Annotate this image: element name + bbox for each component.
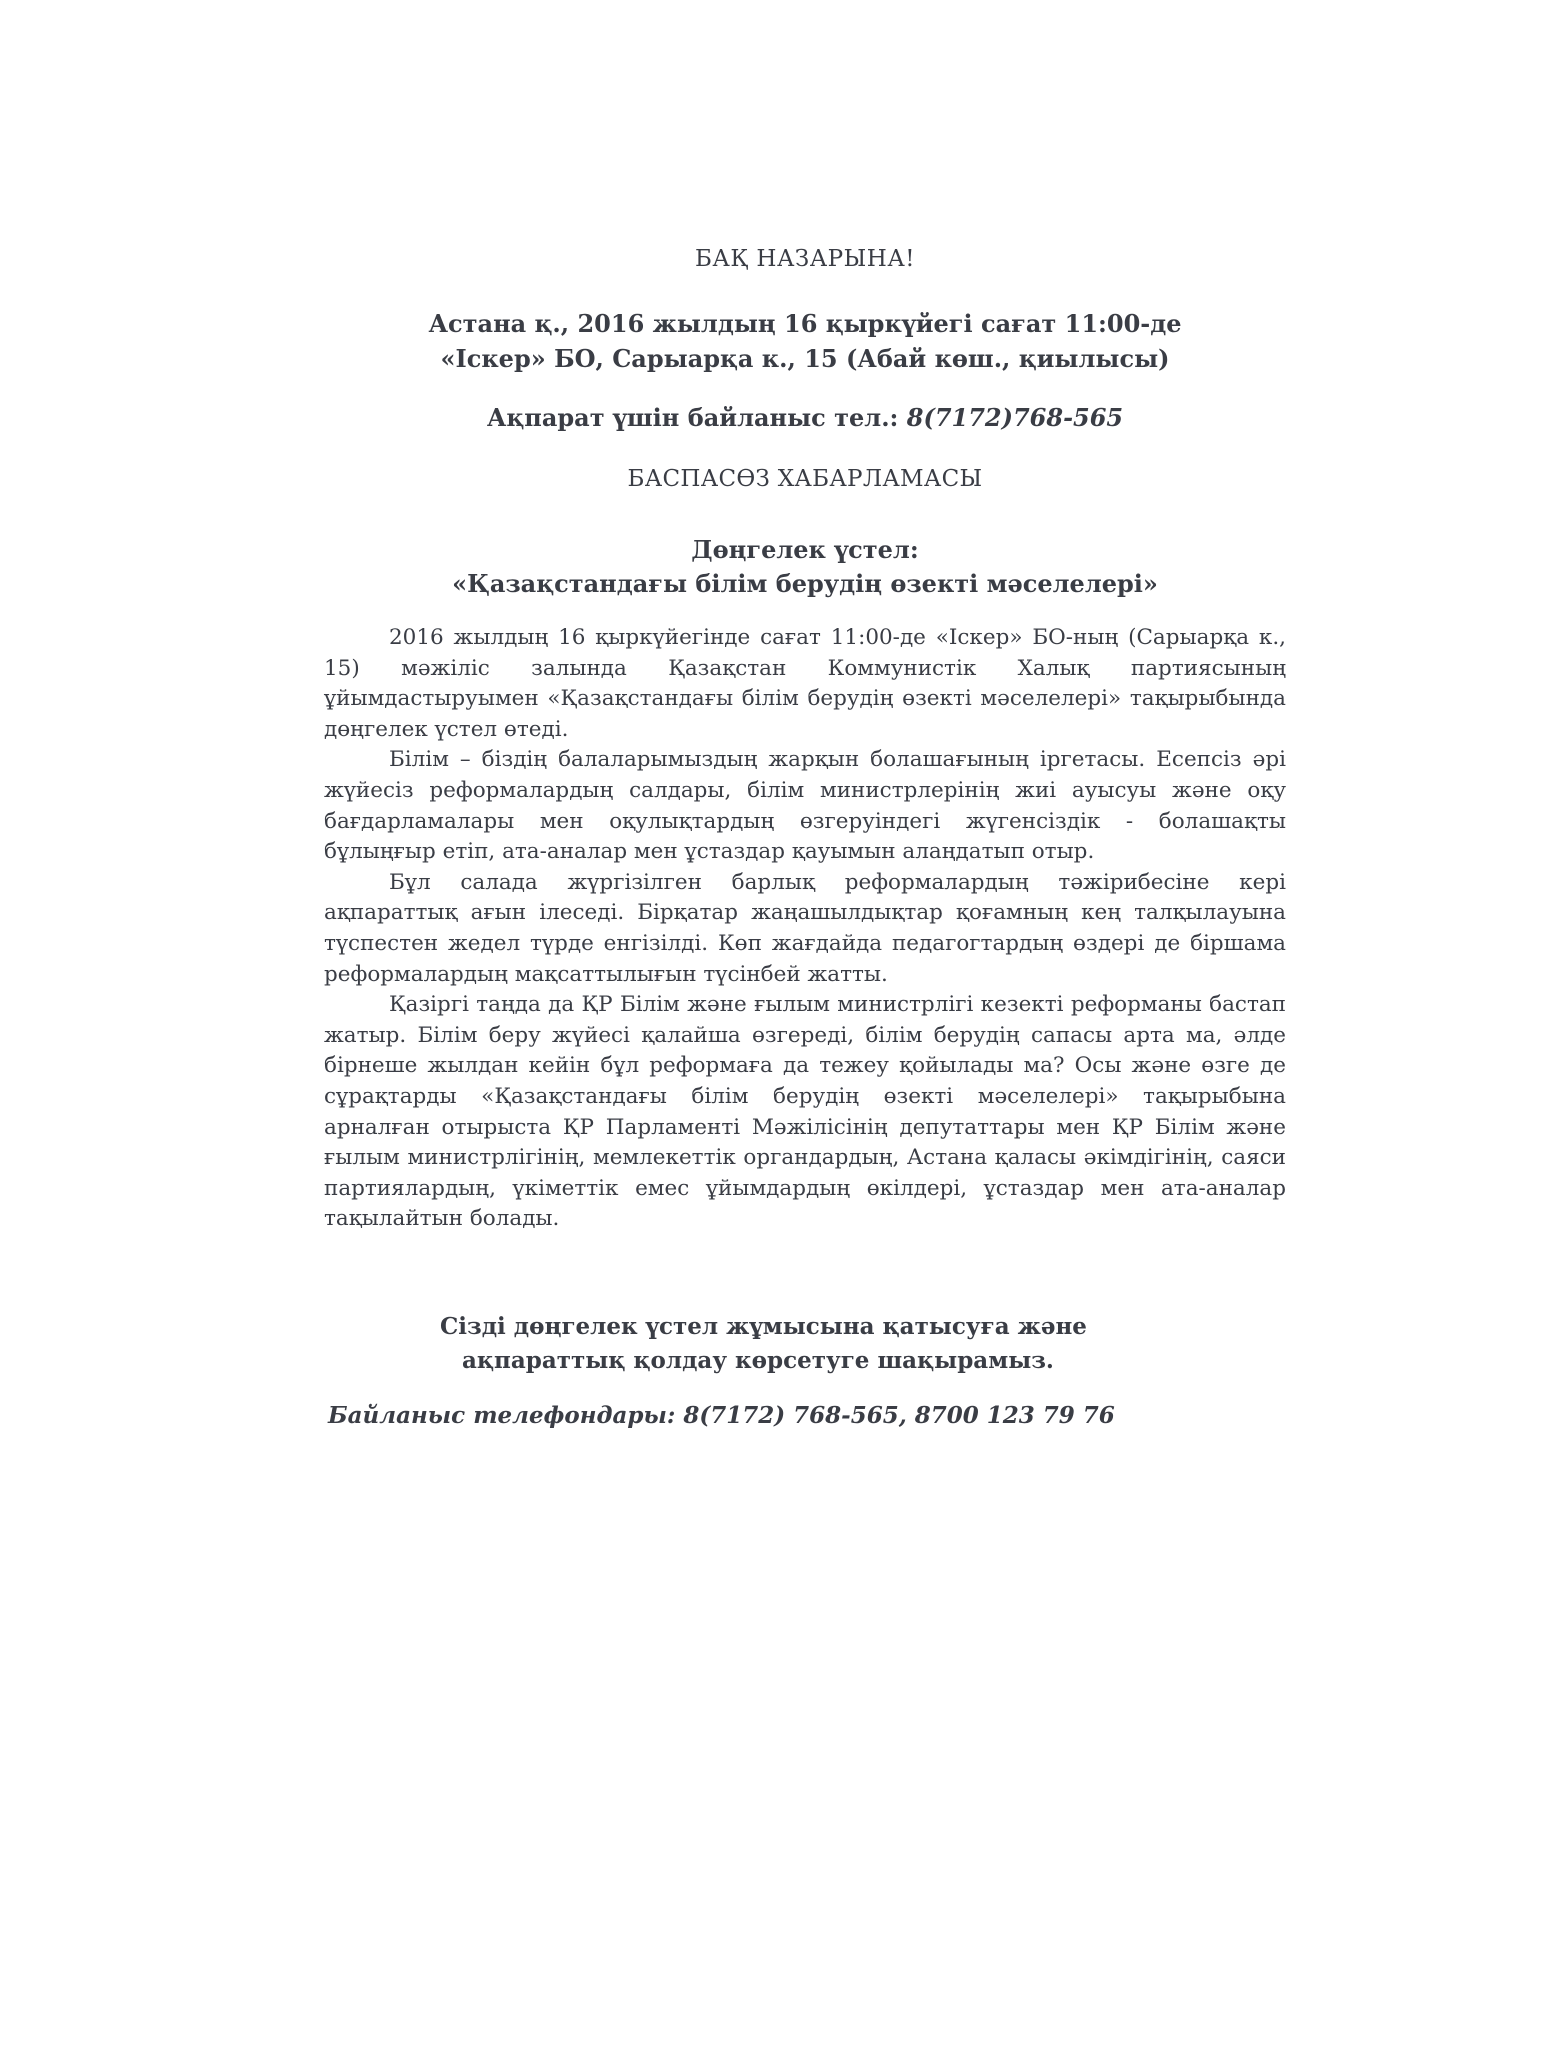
event-details — [320, 306, 1290, 376]
invitation-line: ақпараттық қолдау көрсетуге шақырамыз. — [462, 1347, 1054, 1374]
press-release-heading: БАСПАСӨЗ ХАБАРЛАМАСЫ — [627, 466, 983, 492]
round-table-title: «Қазақстандағы білім берудің өзекті мәселелері» — [452, 569, 1158, 598]
body-paragraph: 2016 жылдың 16 қыркүйегінде сағат 11:00-де «Іскер» БО-ның (Сарыарқа к., 15) мәжіліс залында Қазақстан Коммунистік Халық партиясының ұйымдастыруымен «Қазақстандағы білім берудің өзекті мәселелері» тақырыбында дөңгелек үстел өтеді. — [324, 625, 1286, 742]
notice-title: БАҚ НАЗАРЫНА! — [695, 246, 915, 272]
body-paragraph: Білім – біздің балаларымыздың жарқын болашағының іргетасы. Есепсіз әрі жүйесіз реформалардың салдары, білім министрлерінің жиі ауысуы және оқу бағдарламалары мен оқулықтардың өзгеруіндегі жүгенсіздік - болашақты бұлыңғыр етіп, ата-аналар мен ұстаздар қауымын алаңдатып отыр. — [324, 747, 1286, 865]
invitation — [440, 1310, 1320, 1378]
round-table-topic — [320, 533, 1290, 601]
info-contact-phone: 8(7172)768-565 — [906, 403, 1124, 432]
info-contact-label: Ақпарат үшін байланыс тел.: — [486, 403, 907, 432]
contact-phones: Байланыс телефондары: 8(7172) 768-565, 8700 123 79 76 — [328, 1402, 1115, 1429]
invitation-line: Сізді дөңгелек үстел жұмысына қатысуға және — [440, 1313, 1087, 1340]
event-location: «Іскер» БО, Сарыарқа к., 15 (Абай көш., қиылысы) — [440, 344, 1170, 373]
press-release-body — [324, 623, 1286, 1235]
event-date-time: Астана қ., 2016 жылдың 16 қыркүйегі сағат 11:00-де — [428, 309, 1182, 338]
body-paragraph: Бұл салада жүргізілген барлық реформалардың тәжірибесіне кері ақпараттық ағын ілеседі. Бірқатар жаңашылдықтар қоғамның кең талқылауына түспестен жедел түрде енгізілді. Көп жағдайда педагогтардың өздері де біршама реформалардың мақсаттылығын түсінбей жатты. — [324, 869, 1286, 987]
info-contact-line — [320, 403, 1290, 432]
body-paragraph: Қазіргі таңда да ҚР Білім және ғылым министрлігі кезекті реформаны бастап жатыр. Білім беру жүйесі қалайша өзгереді, білім берудің сапасы арта ма, әлде бірнеше жылдан кейін бұл реформаға да тежеу қойылады ма? Осы және өзге де сұрақтарды «Қазақстандағы білім берудің өзекті мәселелері» тақырыбына арналған отырыста ҚР Парламенті Мәжілісінің депутаттары мен ҚР Білім және ғылым министрлігінің, мемлекеттік органдардың, Астана қаласы әкімдігінің, саяси партиялардың, үкіметтік емес ұйымдардың өкілдері, ұстаздар мен ата-аналар тақылайтын болады. — [324, 992, 1286, 1232]
round-table-label: Дөңгелек үстел: — [691, 535, 919, 564]
